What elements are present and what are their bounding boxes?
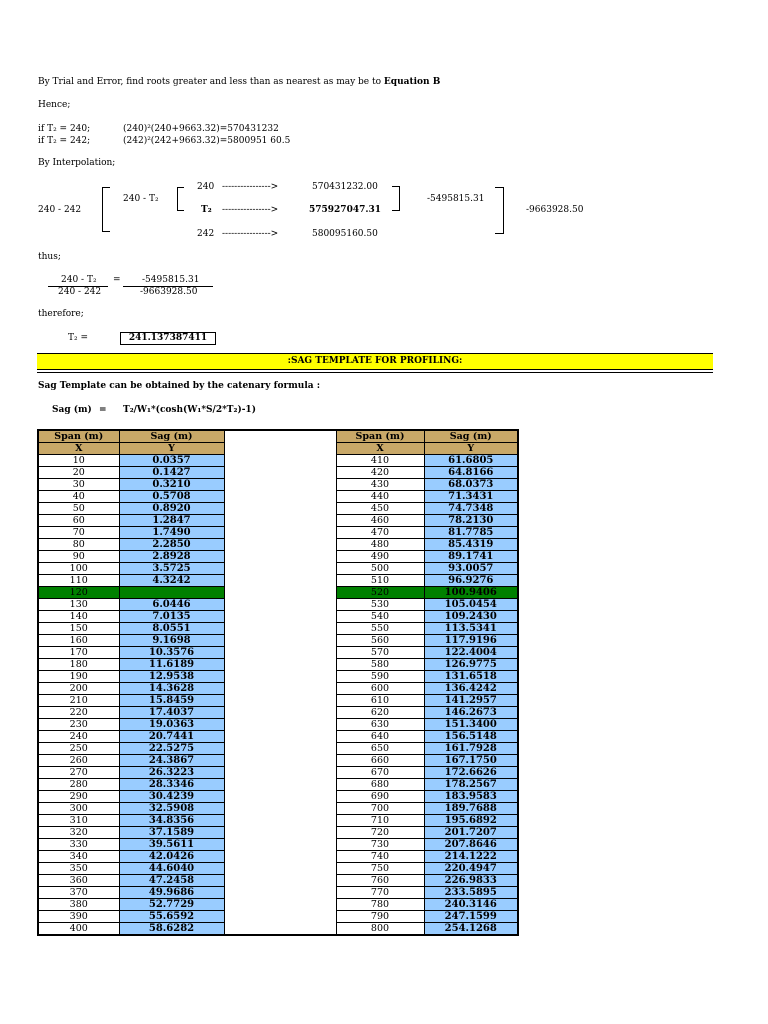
span-right-cell: 490 — [336, 551, 424, 563]
sag-left-cell: 9.1698 — [119, 635, 224, 647]
sag-left-cell: 10.3576 — [119, 647, 224, 659]
table-row — [38, 635, 518, 647]
span-right-cell: 770 — [336, 887, 424, 899]
sag-right-cell: 167.1750 — [424, 755, 518, 767]
sag-left-cell: 11.6189 — [119, 659, 224, 671]
sag-right-cell: 131.6518 — [424, 671, 518, 683]
table-subheader-row — [38, 443, 518, 455]
gap-cell — [224, 827, 336, 839]
span-right-cell: 510 — [336, 575, 424, 587]
table-row — [38, 803, 518, 815]
span-left-cell: 10 — [38, 455, 119, 467]
sag-left-cell: 34.8356 — [119, 815, 224, 827]
sag-left-cell: 52.7729 — [119, 899, 224, 911]
table-row — [38, 767, 518, 779]
span-right-cell: 800 — [336, 923, 424, 936]
table-row — [38, 515, 518, 527]
sag-right-cell: 74.7348 — [424, 503, 518, 515]
gap-cell — [224, 731, 336, 743]
sag-right-cell: 146.2673 — [424, 707, 518, 719]
table-row — [38, 671, 518, 683]
t2-label: T₂ = — [68, 333, 89, 343]
gap-cell — [224, 575, 336, 587]
gap-cell — [224, 875, 336, 887]
interp-range-label: 240 - 242 — [38, 205, 82, 215]
sag-left-cell: 28.3346 — [119, 779, 224, 791]
sag-right-cell: 141.2957 — [424, 695, 518, 707]
table-row — [38, 743, 518, 755]
sag-right-cell: 214.1222 — [424, 851, 518, 863]
gap-cell — [224, 719, 336, 731]
table-row — [38, 623, 518, 635]
gap-cell — [224, 863, 336, 875]
sag-left-cell: 0.0357 — [119, 455, 224, 467]
interp-row-1-left: 240 — [197, 182, 215, 192]
span-right-cell: 790 — [336, 911, 424, 923]
sag-right-cell: 172.6626 — [424, 767, 518, 779]
span-right-cell: 520 — [336, 587, 424, 599]
sag-left-cell: 19.0363 — [119, 719, 224, 731]
sag-right-cell: 254.1268 — [424, 923, 518, 936]
sag-left-cell: 15.8459 — [119, 695, 224, 707]
gap-cell — [224, 683, 336, 695]
span-left-cell: 250 — [38, 743, 119, 755]
gap-cell — [224, 479, 336, 491]
span-right-cell: 760 — [336, 875, 424, 887]
sag-left-cell: 42.0426 — [119, 851, 224, 863]
table-row — [38, 479, 518, 491]
table-row — [38, 611, 518, 623]
sag-right-cell: 240.3146 — [424, 899, 518, 911]
interp-inner-label: 240 - T₂ — [123, 194, 159, 204]
span-left-cell: 30 — [38, 479, 119, 491]
sag-right-cell: 151.3400 — [424, 719, 518, 731]
span-right-cell: 650 — [336, 743, 424, 755]
sag-table-body — [38, 430, 518, 935]
thus-den-left: 240 - 242 — [58, 287, 102, 297]
catenary-lhs: Sag (m) — [52, 405, 92, 415]
outer-left-brace — [102, 187, 110, 232]
subheader-x-left: X — [38, 443, 119, 455]
sag-right-cell: 183.9583 — [424, 791, 518, 803]
span-right-cell: 450 — [336, 503, 424, 515]
gap-cell — [224, 635, 336, 647]
span-left-cell: 70 — [38, 527, 119, 539]
subheader-gap — [224, 443, 336, 455]
gap-cell — [224, 851, 336, 863]
table-row — [38, 683, 518, 695]
sag-right-cell: 178.2567 — [424, 779, 518, 791]
span-left-cell: 50 — [38, 503, 119, 515]
table-row — [38, 875, 518, 887]
table-row — [38, 491, 518, 503]
therefore-label: therefore; — [38, 309, 84, 319]
span-right-cell: 560 — [336, 635, 424, 647]
gap-cell — [224, 599, 336, 611]
span-left-cell: 60 — [38, 515, 119, 527]
sag-left-cell: 6.0446 — [119, 599, 224, 611]
table-row — [38, 647, 518, 659]
table-row — [38, 539, 518, 551]
subheader-y-left: Y — [119, 443, 224, 455]
span-right-cell: 530 — [336, 599, 424, 611]
interp-row-3-left: 242 — [197, 229, 215, 239]
sag-left-cell: 26.3223 — [119, 767, 224, 779]
catenary-intro: Sag Template can be obtained by the catenary formula : — [38, 381, 321, 391]
subheader-x-right: X — [336, 443, 424, 455]
table-row — [38, 455, 518, 467]
sag-right-cell: 220.4947 — [424, 863, 518, 875]
table-row — [38, 731, 518, 743]
span-right-cell: 460 — [336, 515, 424, 527]
intro-line — [38, 78, 440, 87]
t2-result-box — [120, 332, 216, 345]
span-right-cell: 780 — [336, 899, 424, 911]
gap-cell — [224, 707, 336, 719]
span-left-cell: 120 — [38, 587, 119, 599]
interp-heading: By Interpolation; — [38, 158, 116, 168]
header-gap — [224, 430, 336, 443]
thus-den-right: -9663928.50 — [140, 287, 198, 297]
sag-right-cell: 109.2430 — [424, 611, 518, 623]
sag-right-cell: 113.5341 — [424, 623, 518, 635]
header-span-right: Span (m) — [336, 430, 424, 443]
span-left-cell: 40 — [38, 491, 119, 503]
sag-right-cell: 71.3431 — [424, 491, 518, 503]
gap-cell — [224, 671, 336, 683]
sag-left-cell: 17.4037 — [119, 707, 224, 719]
table-row — [38, 911, 518, 923]
sag-right-cell: 195.6892 — [424, 815, 518, 827]
gap-cell — [224, 779, 336, 791]
section-banner — [37, 353, 713, 370]
span-right-cell: 640 — [336, 731, 424, 743]
catenary-eq: = — [99, 405, 107, 415]
span-left-cell: 170 — [38, 647, 119, 659]
span-right-cell: 420 — [336, 467, 424, 479]
interp-diff-outer: -9663928.50 — [526, 205, 584, 215]
subheader-y-right: Y — [424, 443, 518, 455]
sag-right-cell: 96.9276 — [424, 575, 518, 587]
table-row — [38, 563, 518, 575]
interp-row-1-arrow: ----------------> — [222, 182, 279, 192]
interp-row-2-arrow: ----------------> — [222, 205, 279, 215]
span-left-cell: 320 — [38, 827, 119, 839]
span-left-cell: 280 — [38, 779, 119, 791]
span-right-cell: 440 — [336, 491, 424, 503]
table-row — [38, 863, 518, 875]
span-right-cell: 620 — [336, 707, 424, 719]
header-sag-left: Sag (m) — [119, 430, 224, 443]
sag-left-cell: 0.5708 — [119, 491, 224, 503]
table-row — [38, 707, 518, 719]
gap-cell — [224, 923, 336, 936]
span-left-cell: 240 — [38, 731, 119, 743]
span-left-cell: 350 — [38, 863, 119, 875]
table-row — [38, 827, 518, 839]
sag-right-cell: 201.7207 — [424, 827, 518, 839]
span-left-cell: 100 — [38, 563, 119, 575]
sag-right-cell: 226.9833 — [424, 875, 518, 887]
sag-left-cell — [119, 587, 224, 599]
sag-right-cell: 126.9775 — [424, 659, 518, 671]
span-left-cell: 260 — [38, 755, 119, 767]
inner-left-brace — [177, 187, 184, 211]
gap-cell — [224, 527, 336, 539]
sag-right-cell: 136.4242 — [424, 683, 518, 695]
sag-left-cell: 1.2847 — [119, 515, 224, 527]
table-row — [38, 551, 518, 563]
table-row — [38, 815, 518, 827]
span-left-cell: 300 — [38, 803, 119, 815]
sag-right-cell: 122.4004 — [424, 647, 518, 659]
sag-left-cell: 0.1427 — [119, 467, 224, 479]
sag-right-cell: 93.0057 — [424, 563, 518, 575]
sag-left-cell: 7.0135 — [119, 611, 224, 623]
interp-row-2-left: T₂ — [201, 205, 212, 215]
sag-left-cell: 0.3210 — [119, 479, 224, 491]
span-left-cell: 180 — [38, 659, 119, 671]
sag-left-cell: 24.3867 — [119, 755, 224, 767]
table-row — [38, 887, 518, 899]
sag-right-cell: 85.4319 — [424, 539, 518, 551]
sag-right-cell: 78.2130 — [424, 515, 518, 527]
span-right-cell: 540 — [336, 611, 424, 623]
sag-left-cell: 49.9686 — [119, 887, 224, 899]
gap-cell — [224, 611, 336, 623]
thus-label: thus; — [38, 252, 61, 262]
gap-cell — [224, 503, 336, 515]
span-right-cell: 550 — [336, 623, 424, 635]
table-row — [38, 695, 518, 707]
span-left-cell: 200 — [38, 683, 119, 695]
sag-left-cell: 1.7490 — [119, 527, 224, 539]
span-left-cell: 230 — [38, 719, 119, 731]
sag-left-cell: 2.8928 — [119, 551, 224, 563]
sag-right-cell: 100.9406 — [424, 587, 518, 599]
span-left-cell: 390 — [38, 911, 119, 923]
interp-diff-inner: -5495815.31 — [427, 194, 485, 204]
sag-left-cell: 58.6282 — [119, 923, 224, 936]
header-span-left: Span (m) — [38, 430, 119, 443]
sag-left-cell: 44.6040 — [119, 863, 224, 875]
gap-cell — [224, 743, 336, 755]
gap-cell — [224, 839, 336, 851]
table-row — [38, 503, 518, 515]
table-row — [38, 755, 518, 767]
span-left-cell: 160 — [38, 635, 119, 647]
intro-emphasis: Equation B — [383, 77, 441, 87]
table-row — [38, 851, 518, 863]
span-left-cell: 380 — [38, 899, 119, 911]
gap-cell — [224, 791, 336, 803]
sag-left-cell: 37.1589 — [119, 827, 224, 839]
sag-left-cell: 12.9538 — [119, 671, 224, 683]
span-right-cell: 430 — [336, 479, 424, 491]
thus-equals: = — [113, 275, 121, 285]
gap-cell — [224, 563, 336, 575]
t2-result-value: 241.137387411 — [128, 333, 208, 343]
inner-right-brace — [392, 186, 400, 211]
table-row — [38, 779, 518, 791]
span-left-cell: 310 — [38, 815, 119, 827]
span-right-cell: 730 — [336, 839, 424, 851]
interp-row-2-value: 575927047.31 — [309, 205, 382, 215]
table-row — [38, 467, 518, 479]
span-left-cell: 130 — [38, 599, 119, 611]
span-right-cell: 580 — [336, 659, 424, 671]
span-left-cell: 90 — [38, 551, 119, 563]
span-left-cell: 150 — [38, 623, 119, 635]
sag-left-cell: 22.5275 — [119, 743, 224, 755]
sag-left-cell: 4.3242 — [119, 575, 224, 587]
span-right-cell: 630 — [336, 719, 424, 731]
intro-text: By Trial and Error, find roots greater and less than as nearest as may be to — [38, 77, 382, 87]
span-left-cell: 210 — [38, 695, 119, 707]
span-right-cell: 740 — [336, 851, 424, 863]
sag-right-cell: 68.0373 — [424, 479, 518, 491]
sag-right-cell: 189.7688 — [424, 803, 518, 815]
span-left-cell: 370 — [38, 887, 119, 899]
span-right-cell: 680 — [336, 779, 424, 791]
sag-left-cell: 3.5725 — [119, 563, 224, 575]
span-left-cell: 190 — [38, 671, 119, 683]
trial-cond-2: if T₂ = 242; — [38, 136, 91, 146]
sag-left-cell: 2.2850 — [119, 539, 224, 551]
sag-table — [37, 429, 519, 936]
span-right-cell: 470 — [336, 527, 424, 539]
interp-row-1-value: 570431232.00 — [312, 182, 378, 192]
table-row — [38, 791, 518, 803]
sag-right-cell: 61.6805 — [424, 455, 518, 467]
span-right-cell: 480 — [336, 539, 424, 551]
span-left-cell: 400 — [38, 923, 119, 936]
span-left-cell: 220 — [38, 707, 119, 719]
gap-cell — [224, 659, 336, 671]
sag-left-cell: 20.7441 — [119, 731, 224, 743]
banner-rule — [37, 372, 713, 373]
banner-title: :SAG TEMPLATE FOR PROFILING: — [287, 356, 463, 366]
table-row — [38, 923, 518, 936]
sag-left-cell: 39.5611 — [119, 839, 224, 851]
span-right-cell: 710 — [336, 815, 424, 827]
sag-right-cell: 81.7785 — [424, 527, 518, 539]
sag-left-cell: 0.8920 — [119, 503, 224, 515]
span-right-cell: 670 — [336, 767, 424, 779]
span-right-cell: 750 — [336, 863, 424, 875]
gap-cell — [224, 803, 336, 815]
gap-cell — [224, 647, 336, 659]
sag-right-cell: 207.8646 — [424, 839, 518, 851]
table-row — [38, 599, 518, 611]
span-left-cell: 110 — [38, 575, 119, 587]
outer-right-brace — [495, 187, 504, 234]
gap-cell — [224, 623, 336, 635]
sag-left-cell: 8.0551 — [119, 623, 224, 635]
thus-num-right: -5495815.31 — [142, 275, 200, 285]
sag-right-cell: 89.1741 — [424, 551, 518, 563]
span-right-cell: 690 — [336, 791, 424, 803]
table-row — [38, 659, 518, 671]
sag-right-cell: 161.7928 — [424, 743, 518, 755]
table-row — [38, 575, 518, 587]
gap-cell — [224, 587, 336, 599]
span-left-cell: 140 — [38, 611, 119, 623]
trial-expr-1: (240)²(240+9663.32)=570431232 — [123, 124, 279, 134]
span-right-cell: 590 — [336, 671, 424, 683]
span-right-cell: 500 — [336, 563, 424, 575]
gap-cell — [224, 755, 336, 767]
sag-left-cell: 14.3628 — [119, 683, 224, 695]
span-left-cell: 360 — [38, 875, 119, 887]
hence-label: Hence; — [38, 100, 71, 110]
span-right-cell: 720 — [336, 827, 424, 839]
thus-num-left: 240 - T₂ — [61, 275, 97, 285]
span-right-cell: 410 — [336, 455, 424, 467]
span-right-cell: 610 — [336, 695, 424, 707]
sag-right-cell: 105.0454 — [424, 599, 518, 611]
span-right-cell: 600 — [336, 683, 424, 695]
span-left-cell: 20 — [38, 467, 119, 479]
table-row — [38, 899, 518, 911]
gap-cell — [224, 887, 336, 899]
gap-cell — [224, 551, 336, 563]
interp-row-3-arrow: ----------------> — [222, 229, 279, 239]
span-left-cell: 290 — [38, 791, 119, 803]
gap-cell — [224, 815, 336, 827]
sag-right-cell: 64.8166 — [424, 467, 518, 479]
gap-cell — [224, 767, 336, 779]
table-header-row — [38, 430, 518, 443]
gap-cell — [224, 515, 336, 527]
interp-row-3-value: 580095160.50 — [312, 229, 378, 239]
sag-right-cell: 247.1599 — [424, 911, 518, 923]
gap-cell — [224, 455, 336, 467]
trial-expr-2: (242)²(242+9663.32)=5800951 60.5 — [123, 136, 291, 146]
table-row — [38, 527, 518, 539]
span-left-cell: 80 — [38, 539, 119, 551]
table-row — [38, 587, 518, 599]
gap-cell — [224, 695, 336, 707]
sag-right-cell: 233.5895 — [424, 887, 518, 899]
table-row — [38, 839, 518, 851]
catenary-formula: T₂/W₁*(cosh(W₁*S/2*T₂)-1) — [123, 405, 256, 415]
sag-left-cell: 55.6592 — [119, 911, 224, 923]
sag-right-cell: 156.5148 — [424, 731, 518, 743]
trial-cond-1: if T₂ = 240; — [38, 124, 91, 134]
gap-cell — [224, 467, 336, 479]
sag-left-cell: 30.4239 — [119, 791, 224, 803]
sag-left-cell: 32.5908 — [119, 803, 224, 815]
span-right-cell: 660 — [336, 755, 424, 767]
span-left-cell: 340 — [38, 851, 119, 863]
gap-cell — [224, 491, 336, 503]
span-right-cell: 700 — [336, 803, 424, 815]
table-row — [38, 719, 518, 731]
gap-cell — [224, 899, 336, 911]
span-right-cell: 570 — [336, 647, 424, 659]
header-sag-right: Sag (m) — [424, 430, 518, 443]
sag-left-cell: 47.2458 — [119, 875, 224, 887]
gap-cell — [224, 539, 336, 551]
span-left-cell: 270 — [38, 767, 119, 779]
gap-cell — [224, 911, 336, 923]
span-left-cell: 330 — [38, 839, 119, 851]
sag-right-cell: 117.9196 — [424, 635, 518, 647]
